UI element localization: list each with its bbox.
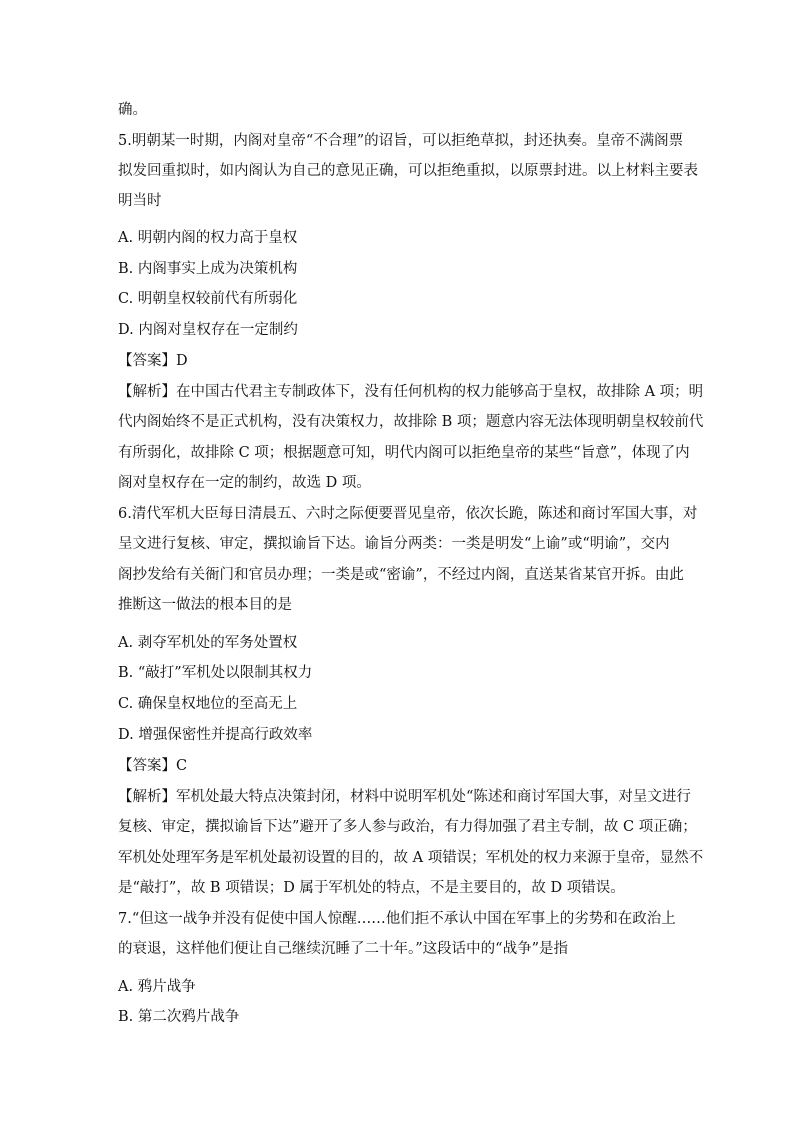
question-7-text: 的衰退，这样他们便让自己继续沉睡了二十年。”这段话中的“战争”是指 [118, 941, 568, 957]
question-7-option-b: B. 第二次鸦片战争 [118, 1009, 240, 1025]
question-5-option-c: C. 明朝皇权较前代有所弱化 [118, 291, 298, 307]
question-6-option-b: B. “敲打”军机处以限制其权力 [118, 665, 313, 681]
question-6-analysis: 是“敲打”，故 B 项错误；D 属于军机处的特点，不是主要目的，故 D 项错误。 [118, 880, 625, 896]
question-6-text: 6.清代军机大臣每日清晨五、六时之际便要晋见皇帝，依次长跪，陈述和商讨军国大事，对 [118, 506, 698, 522]
question-5-text: 5.明朝某一时期，内阁对皇帝“不合理”的诏旨，可以拒绝草拟，封还执奏。皇帝不满阁票 [118, 133, 684, 149]
question-5-analysis: 有所弱化，故排除 C 项；根据题意可知，明代内阁可以拒绝皇帝的某些“旨意”，体现了内 [118, 445, 690, 461]
question-6-text: 阁抄发给有关衙门和官员办理；一类是或“密谕”，不经过内阁，直送某省某官开拆。由此 [118, 567, 684, 583]
question-7-option-a: A. 鸦片战争 [118, 979, 196, 995]
question-5-analysis: 【解析】在中国古代君主专制政体下，没有任何机构的权力能够高于皇权，故排除 A 项；明 [118, 384, 704, 400]
question-5-option-d: D. 内阁对皇权存在一定制约 [118, 322, 298, 338]
question-6-analysis: 军机处处理军务是军机处最初设置的目的，故 A 项错误；军机处的权力来源于皇帝，显然不 [118, 850, 704, 866]
question-5-option-b: B. 内阁事实上成为决策机构 [118, 261, 298, 277]
question-6-analysis: 复核、审定，撰拟谕旨下达”避开了多人参与政治，有力得加强了君主专制，故 C 项正确； [118, 819, 697, 835]
question-5-option-a: A. 明朝内阁的权力高于皇权 [118, 230, 298, 246]
question-5-answer: 【答案】D [118, 353, 188, 369]
question-7-text: 7.“但这一战争并没有促使中国人惊醒……他们拒不承认中国在军事上的劣势和在政治上 [118, 911, 676, 927]
question-6-answer: 【答案】C [118, 758, 188, 774]
question-6-text: 呈文进行复核、审定，撰拟谕旨下达。谕旨分两类：一类是明发“上谕”或“明谕”，交内 [118, 536, 670, 552]
question-6-analysis: 【解析】军机处最大特点决策封闭，材料中说明军机处“陈述和商讨军国大事，对呈文进行 [118, 789, 691, 805]
question-5-analysis: 阁对皇权存在一定的制约，故选 D 项。 [118, 475, 371, 491]
question-6-option-d: D. 增强保密性并提高行政效率 [118, 727, 313, 743]
question-5-analysis: 代内阁始终不是正式机构，没有决策权力，故排除 B 项；题意内容无法体现明朝皇权较前代 [118, 414, 704, 430]
text-line: 确。 [118, 102, 147, 118]
question-6-option-a: A. 剥夺军机处的军务处置权 [118, 635, 298, 651]
question-6-text: 推断这一做法的根本目的是 [118, 597, 292, 613]
question-6-option-c: C. 确保皇权地位的至高无上 [118, 696, 298, 712]
question-5-text: 拟发回重拟时，如内阁认为自己的意见正确，可以拒绝重拟，以原票封进。以上材料主要表 [118, 163, 698, 179]
question-5-text: 明当时 [118, 193, 162, 209]
